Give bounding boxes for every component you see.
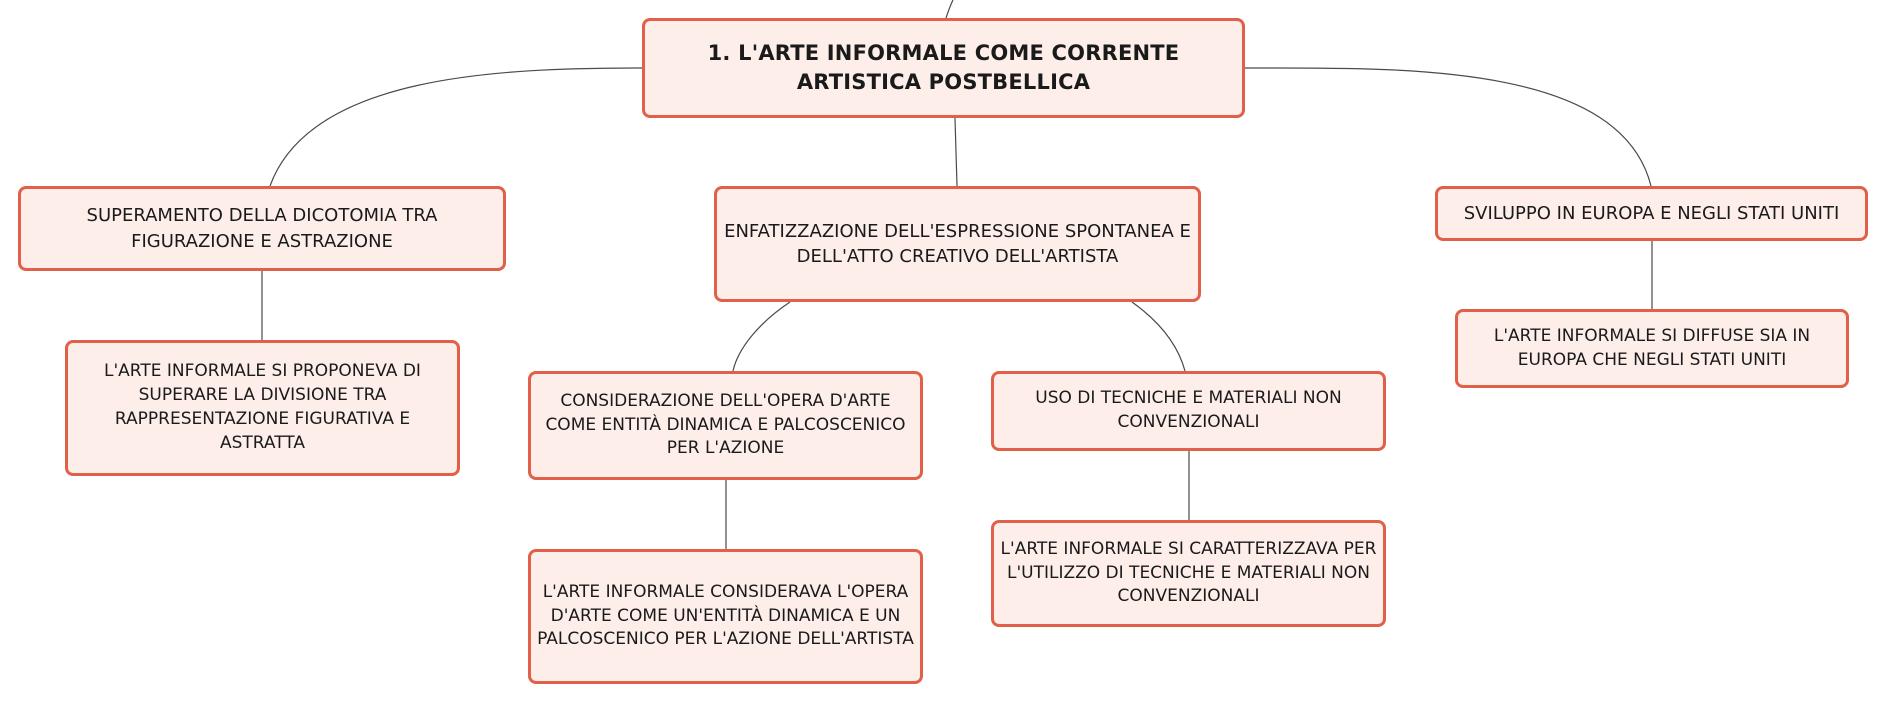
child-node-opera-dinamica-label: CONSIDERAZIONE DELL'OPERA D'ARTE COME ENTITÀ DINAMICA E PALCOSCENICO PER L'AZIONE	[545, 390, 906, 459]
child-node-tecniche-materiali-label: USO DI TECNICHE E MATERIALI NON CONVENZIONALI	[1035, 388, 1342, 432]
leaf-node-superare-divisione-label: L'ARTE INFORMALE SI PROPONEVA DI SUPERARE LA DIVISIONE TRA RAPPRESENTAZIONE FIGURATIVA E ASTRATTA	[104, 361, 421, 453]
connector-espressione-to-tecniche	[1132, 302, 1185, 371]
branch-node-sviluppo[interactable]	[1435, 186, 1868, 241]
branch-node-espressione-label: ENFATIZZAZIONE DELL'ESPRESSIONE SPONTANEA E DELL'ATTO CREATIVO DELL'ARTISTA	[724, 220, 1191, 267]
connector-root-to-espressione	[955, 118, 957, 186]
connector-incoming-root	[946, 0, 953, 18]
connector-root-to-sviluppo	[1245, 68, 1651, 186]
child-node-opera-dinamica[interactable]	[528, 371, 923, 480]
connector-espressione-to-opera	[733, 302, 790, 371]
branch-node-dicotomia[interactable]	[18, 186, 506, 271]
leaf-node-palcoscenico-azione[interactable]	[528, 549, 923, 684]
leaf-node-materiali-non-convenzionali[interactable]	[991, 520, 1386, 627]
branch-node-sviluppo-label: SVILUPPO IN EUROPA E NEGLI STATI UNITI	[1463, 202, 1840, 224]
root-node-label: 1. L'ARTE INFORMALE COME CORRENTE ARTISTICA POSTBELLICA	[707, 40, 1180, 94]
leaf-node-diffusione-label: L'ARTE INFORMALE SI DIFFUSE SIA IN EUROPA CHE NEGLI STATI UNITI	[1493, 325, 1811, 370]
connector-root-to-dicotomia	[270, 68, 642, 186]
leaf-node-superare-divisione[interactable]	[65, 340, 460, 476]
root-node[interactable]	[642, 18, 1245, 118]
branch-node-espressione[interactable]	[714, 186, 1201, 302]
branch-node-dicotomia-label: SUPERAMENTO DELLA DICOTOMIA TRA FIGURAZIONE E ASTRAZIONE	[86, 205, 438, 252]
leaf-node-materiali-non-convenzionali-label: L'ARTE INFORMALE SI CARATTERIZZAVA PER L'UTILIZZO DI TECNICHE E MATERIALI NON CONVENZIONALI	[1000, 538, 1377, 607]
leaf-node-diffusione[interactable]	[1455, 309, 1849, 388]
leaf-node-palcoscenico-azione-label: L'ARTE INFORMALE CONSIDERAVA L'OPERA D'ARTE COME UN'ENTITÀ DINAMICA E UN PALCOSCENICO PER L'AZIONE DELL'ARTISTA	[537, 581, 914, 650]
child-node-tecniche-materiali[interactable]	[991, 371, 1386, 451]
